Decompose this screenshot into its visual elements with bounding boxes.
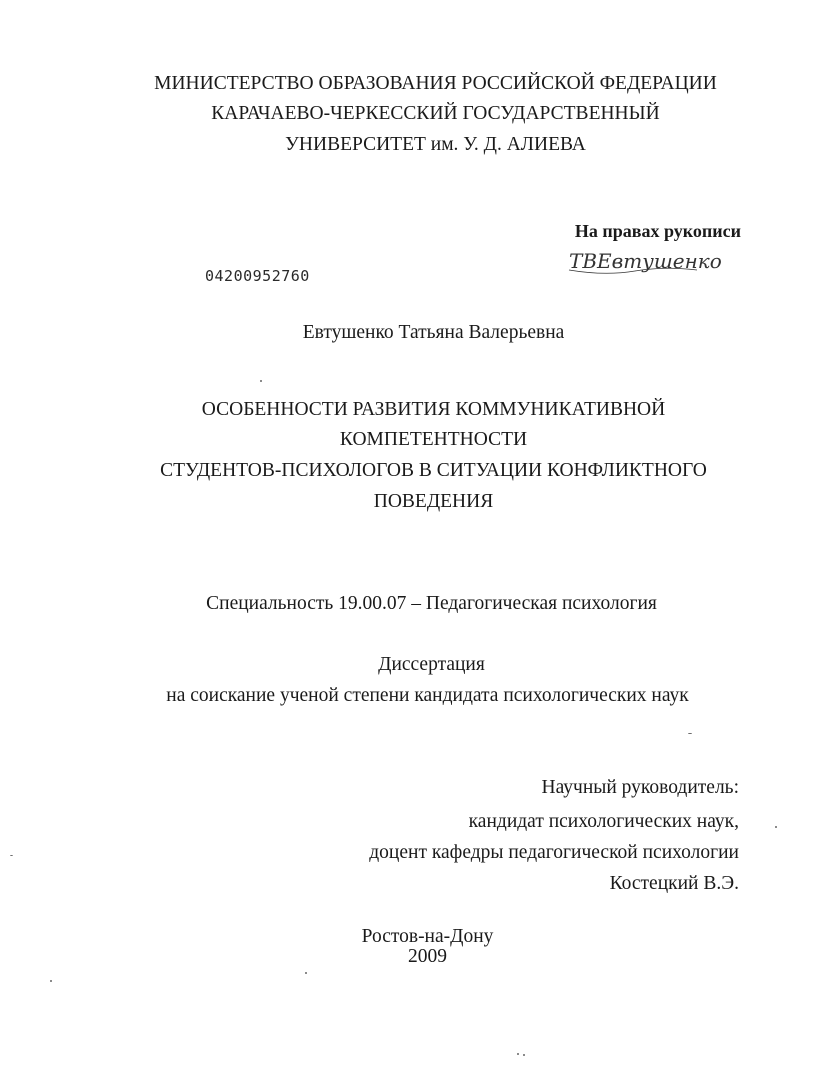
degree-purpose: на соискание ученой степени кандидата психологических наук	[166, 685, 689, 706]
title-line-4: ПОВЕДЕНИЯ	[373, 491, 494, 512]
university-line-2: УНИВЕРСИТЕТ им. У. Д. АЛИЕВА	[285, 134, 586, 155]
catalog-number: 04200952760	[205, 267, 310, 285]
manuscript-rights-label: На правах рукописи	[574, 221, 741, 241]
ministry-line: МИНИСТЕРСТВО ОБРАЗОВАНИЯ РОССИЙСКОЙ ФЕДЕРАЦИИ	[154, 73, 717, 94]
specialty-line: Специальность 19.00.07 – Педагогическая психология	[206, 593, 657, 614]
author-name: Евтушенко Татьяна Валерьевна	[302, 322, 565, 343]
scan-speck	[775, 826, 777, 828]
university-line-1: КАРАЧАЕВО-ЧЕРКЕССКИЙ ГОСУДАРСТВЕННЫЙ	[211, 103, 660, 124]
scan-speck	[50, 980, 52, 982]
title-line-3: СТУДЕНТОВ-ПСИХОЛОГОВ В СИТУАЦИИ КОНФЛИКТНОГО	[160, 460, 707, 481]
supervisor-name: Костецкий В.Э.	[609, 873, 739, 894]
city: Ростов-на-Дону	[361, 926, 494, 947]
supervisor-label: Научный руководитель:	[541, 777, 739, 798]
scan-speck	[517, 1053, 519, 1055]
scan-speck	[260, 380, 262, 382]
year: 2009	[408, 946, 447, 967]
scan-speck	[523, 1054, 525, 1056]
scan-speck	[688, 733, 692, 734]
scan-speck	[305, 972, 307, 974]
dissertation-label: Диссертация	[378, 654, 485, 675]
title-line-2: КОМПЕТЕНТНОСТИ	[339, 429, 528, 450]
supervisor-position: доцент кафедры педагогической психологии	[369, 842, 739, 863]
supervisor-degree: кандидат психологических наук,	[468, 811, 739, 832]
signature-text: ТВЕвтушенко	[569, 249, 722, 273]
title-line-1: ОСОБЕННОСТИ РАЗВИТИЯ КОММУНИКАТИВНОЙ	[201, 399, 666, 420]
scan-speck	[10, 855, 13, 856]
author-signature	[565, 240, 722, 280]
